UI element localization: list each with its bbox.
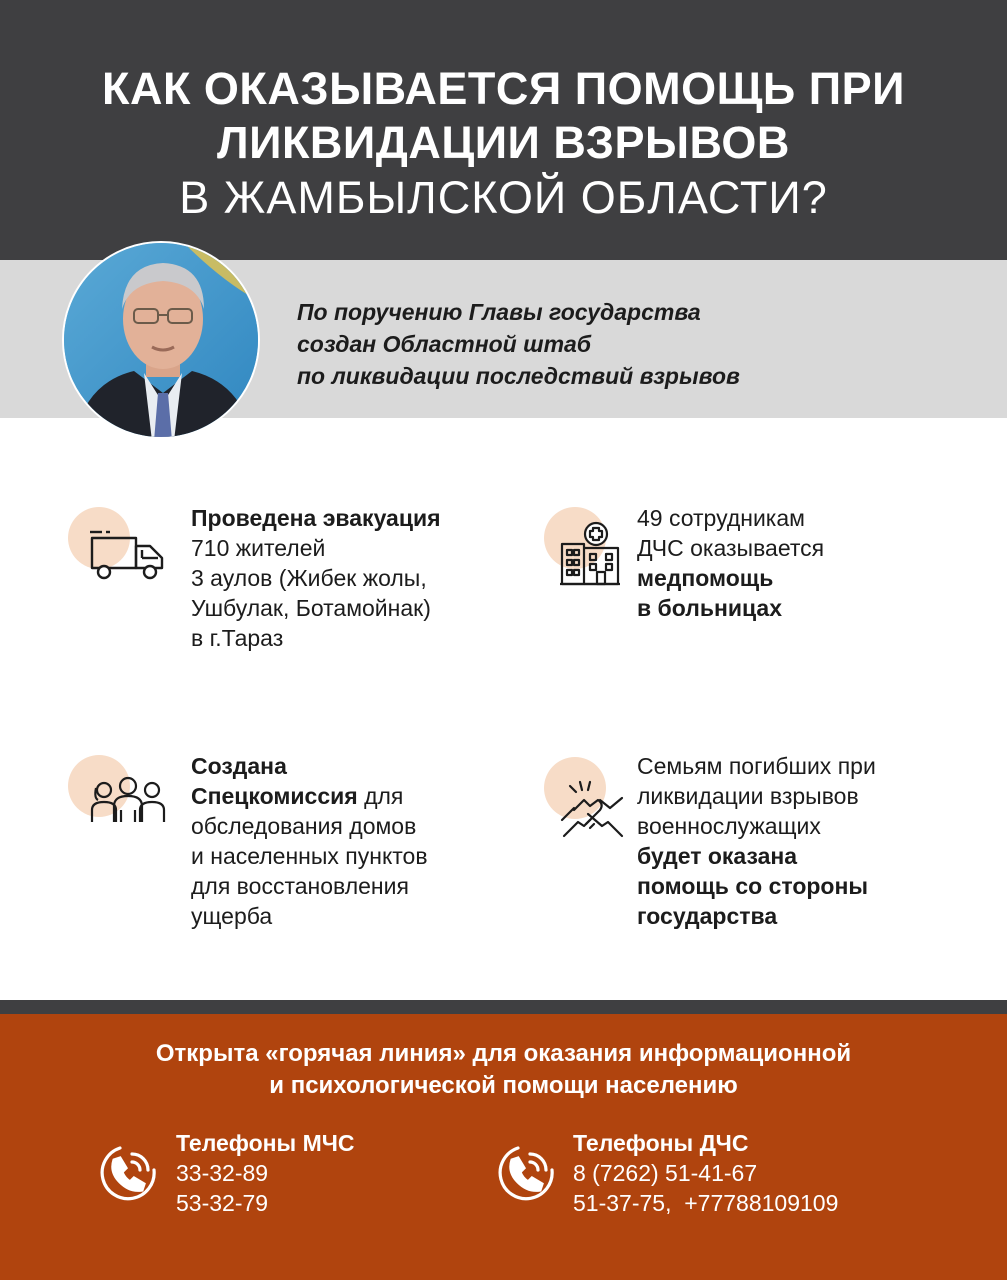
phone-icon	[498, 1144, 556, 1202]
portrait-photo	[62, 241, 260, 439]
dchs-phones	[573, 1128, 838, 1218]
handshake-icon	[560, 780, 626, 847]
people-group-icon	[90, 776, 166, 831]
title-line-1: КАК ОКАЗЫВАЕТСЯ ПОМОЩЬ ПРИ	[102, 63, 905, 114]
evacuation-line-2: 3 аулов (Жибек жолы,	[191, 565, 427, 591]
dchs-phone-2[interactable]: 51-37-75, +77788109109	[573, 1190, 839, 1216]
truck-icon	[88, 528, 166, 589]
commission-text	[191, 751, 428, 931]
medical-line-3: медпомощь	[637, 565, 774, 591]
medical-text	[637, 503, 824, 623]
families-line-1: Семьям погибших при	[637, 753, 876, 779]
header	[0, 0, 1007, 260]
intro-line-3: по ликвидации последствий взрывов	[297, 363, 740, 389]
dchs-phone-1[interactable]: 8 (7262) 51-41-67	[573, 1160, 758, 1186]
families-line-3: военнослужащих	[637, 813, 821, 839]
commission-line-5: для восстановления	[191, 873, 409, 899]
footer	[0, 1014, 1007, 1280]
title-line-2: ЛИКВИДАЦИИ ВЗРЫВОВ	[217, 117, 790, 168]
hotline-line-2: и психологической помощи населению	[269, 1072, 738, 1099]
medical-line-4: в больницах	[637, 595, 782, 621]
families-line-4: будет оказана	[637, 843, 798, 869]
commission-line-2-rest: для	[357, 783, 404, 809]
medical-line-1: 49 сотрудникам	[637, 505, 805, 531]
commission-line-6: ущерба	[191, 903, 273, 929]
hospital-icon	[558, 520, 622, 593]
evacuation-line-4: в г.Тараз	[191, 625, 284, 651]
mchs-title: Телефоны МЧС	[176, 1130, 355, 1156]
families-line-6: государства	[637, 903, 778, 929]
evacuation-line-1: 710 жителей	[191, 535, 326, 561]
evacuation-line-3: Ушбулак, Ботамойнак)	[191, 595, 431, 621]
families-text	[637, 751, 876, 931]
intro-text	[297, 296, 740, 392]
mchs-phone-1[interactable]: 33-32-89	[176, 1160, 269, 1186]
title-line-3: В ЖАМБЫЛСКОЙ ОБЛАСТИ?	[179, 172, 828, 223]
intro-line-1: По поручению Главы государства	[297, 299, 701, 325]
mchs-phone-2[interactable]: 53-32-79	[176, 1190, 269, 1216]
evacuation-text	[191, 503, 441, 653]
hotline-line-1: Открыта «горячая линия» для оказания информационной	[155, 1040, 852, 1067]
commission-line-4: и населенных пунктов	[191, 843, 428, 869]
footer-divider	[0, 1000, 1007, 1014]
medical-line-2: ДЧС оказывается	[637, 535, 825, 561]
mchs-phones	[176, 1128, 355, 1218]
intro-line-2: создан Областной штаб	[297, 331, 592, 357]
commission-line-2	[191, 781, 428, 811]
phone-icon	[100, 1144, 158, 1202]
evacuation-title: Проведена эвакуация	[191, 505, 441, 531]
families-line-2: ликвидации взрывов	[637, 783, 859, 809]
dchs-title: Телефоны ДЧС	[573, 1130, 749, 1156]
families-line-5: помощь со стороны	[637, 873, 868, 899]
commission-line-1: Создана	[191, 753, 287, 779]
commission-line-3: обследования домов	[191, 813, 417, 839]
commission-line-2-bold: Спецкомиссия	[191, 783, 358, 809]
